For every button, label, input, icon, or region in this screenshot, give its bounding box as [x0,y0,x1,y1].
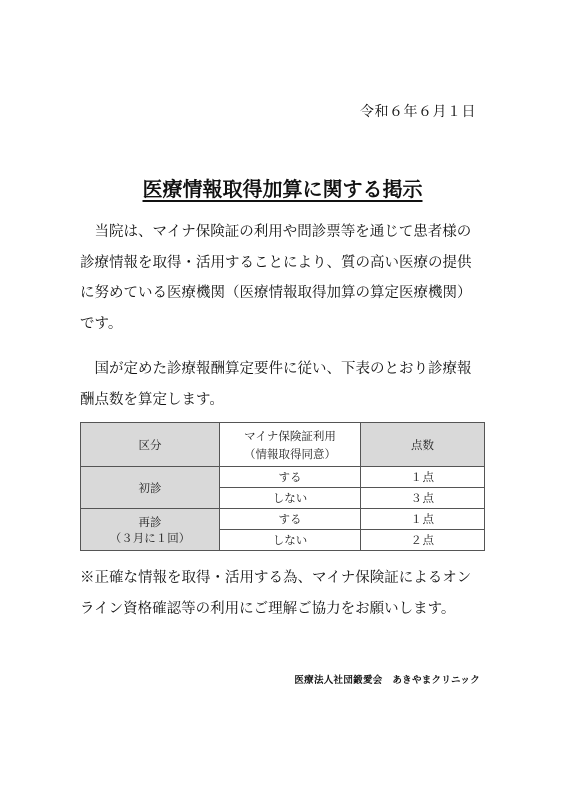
page-title-text: 医療情報取得加算に関する掲示 [142,177,423,201]
usage-cell: しない [220,488,361,509]
header-points: 点数 [361,423,485,467]
posting-date: 令和６年６月１日 [360,104,476,120]
fee-table [80,422,485,551]
clinic-name: 医療法人社団鍛愛会 あきやまクリニック [294,675,480,686]
header-usage-line2: （情報取得同意） [244,446,336,461]
points-cell: ３点 [361,488,485,509]
usage-cell: する [220,509,361,530]
note-line: ライン資格確認等の利用にご理解ご協力をお願いします。 [80,600,456,617]
points-cell: １点 [361,467,485,488]
header-category: 区分 [81,423,220,467]
intro-line: 診療情報を取得・活用することにより、質の高い医療の提供 [80,254,472,271]
points-cell: １点 [361,509,485,530]
first-visit-label: 初診 [81,467,220,509]
usage-cell: しない [220,530,361,551]
fee-line: 酬点数を算定します。 [80,391,224,408]
header-usage [220,423,361,467]
header-usage-line1: マイナ保険証利用 [244,428,336,443]
note-line: ※正確な情報を取得・活用する為、マイナ保険証によるオン [80,570,472,586]
revisit-label [81,509,220,551]
intro-paragraph [80,217,490,339]
table-header-row [81,423,485,467]
table-row [81,467,485,488]
intro-line: です。 [80,315,123,332]
intro-line: に努めている医療機関（医療情報取得加算の算定医療機関） [80,285,472,301]
points-cell: ２点 [361,530,485,551]
table-row [81,509,485,530]
intro-line: 当院は、マイナ保険証の利用や問診票等を通じて患者様の [80,224,472,240]
usage-cell: する [220,467,361,488]
revisit-label-line2: （３月に１回） [109,530,191,545]
fee-paragraph [80,354,490,415]
page-title [0,173,565,202]
revisit-label-line1: 再診 [138,514,162,529]
fee-line: 国が定めた診療報酬算定要件に従い、下表のとおり診療報 [80,361,472,377]
note-paragraph [80,563,490,624]
